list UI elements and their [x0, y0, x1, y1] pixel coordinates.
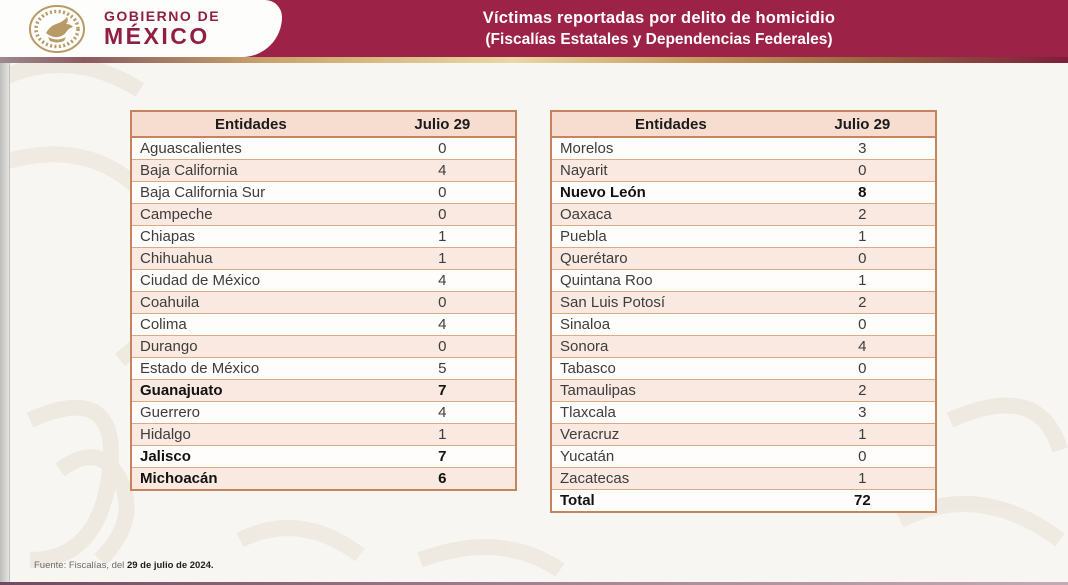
table-row [131, 402, 516, 424]
table-row [551, 336, 936, 358]
table-row [551, 137, 936, 160]
table-row [551, 424, 936, 446]
entity-cell: Tlaxcala [551, 402, 790, 424]
entity-cell: Sonora [551, 336, 790, 358]
value-cell: 3 [790, 137, 936, 160]
entity-cell: Querétaro [551, 248, 790, 270]
value-cell: 1 [790, 270, 936, 292]
table-row [551, 468, 936, 490]
mexico-eagle-seal-icon [18, 4, 96, 54]
entity-cell: Coahuila [131, 292, 370, 314]
entity-cell: Chiapas [131, 226, 370, 248]
value-cell: 2 [790, 292, 936, 314]
table-row [551, 292, 936, 314]
entity-cell: Aguascalientes [131, 137, 370, 160]
value-cell: 1 [790, 226, 936, 248]
table-row [131, 424, 516, 446]
entity-cell: Tamaulipas [551, 380, 790, 402]
page-edge-strip [0, 0, 10, 585]
title-line-2: (Fiscalías Estatales y Dependencias Federales) [485, 30, 833, 48]
value-cell: 72 [790, 490, 936, 513]
table-row [551, 380, 936, 402]
value-cell: 0 [370, 204, 516, 226]
title-line-1: Víctimas reportadas por delito de homicidio [482, 8, 836, 27]
entity-cell: Colima [131, 314, 370, 336]
table-row [551, 402, 936, 424]
entity-cell: San Luis Potosí [551, 292, 790, 314]
logo-wordmark [104, 9, 220, 48]
entity-cell: Morelos [551, 137, 790, 160]
value-cell: 4 [370, 160, 516, 182]
value-cell: 0 [370, 182, 516, 204]
table-row [551, 446, 936, 468]
table-row [131, 468, 516, 491]
value-cell: 4 [370, 314, 516, 336]
table-row [131, 358, 516, 380]
table-entities-right [550, 110, 937, 513]
value-cell: 0 [370, 292, 516, 314]
column-header-date: Julio 29 [370, 111, 516, 137]
value-cell: 0 [790, 446, 936, 468]
table-row [551, 358, 936, 380]
value-cell: 2 [790, 204, 936, 226]
government-logo [0, 0, 282, 57]
entity-cell: Zacatecas [551, 468, 790, 490]
table-header-row [131, 111, 516, 137]
entity-cell: Estado de México [131, 358, 370, 380]
entity-cell: Total [551, 490, 790, 513]
value-cell: 4 [370, 270, 516, 292]
value-cell: 0 [370, 336, 516, 358]
entity-cell: Baja California Sur [131, 182, 370, 204]
table-row [131, 336, 516, 358]
value-cell: 0 [790, 314, 936, 336]
entity-cell: Nuevo León [551, 182, 790, 204]
table-row [131, 314, 516, 336]
logo-line-1: GOBIERNO DE [104, 8, 221, 24]
gold-divider-line [0, 57, 1068, 63]
table-row [131, 446, 516, 468]
value-cell: 1 [370, 424, 516, 446]
table-row [551, 490, 936, 513]
value-cell: 0 [370, 137, 516, 160]
value-cell: 6 [370, 468, 516, 491]
entity-cell: Guerrero [131, 402, 370, 424]
entity-cell: Tabasco [551, 358, 790, 380]
entity-cell: Yucatán [551, 446, 790, 468]
value-cell: 4 [790, 336, 936, 358]
table-row [131, 137, 516, 160]
logo-line-2: MÉXICO [104, 23, 210, 49]
value-cell: 3 [790, 402, 936, 424]
value-cell: 1 [790, 468, 936, 490]
value-cell: 7 [370, 446, 516, 468]
value-cell: 1 [790, 424, 936, 446]
entity-cell: Quintana Roo [551, 270, 790, 292]
entity-cell: Jalisco [131, 446, 370, 468]
value-cell: 4 [370, 402, 516, 424]
table-row [131, 270, 516, 292]
source-date: 29 de julio de 2024. [126, 560, 214, 571]
value-cell: 0 [790, 160, 936, 182]
column-header-entities: Entidades [551, 111, 790, 137]
entity-cell: Oaxaca [551, 204, 790, 226]
table-row [131, 226, 516, 248]
table-row [551, 160, 936, 182]
table-row [131, 160, 516, 182]
table-row [131, 292, 516, 314]
entity-cell: Durango [131, 336, 370, 358]
table-row [131, 204, 516, 226]
value-cell: 1 [370, 248, 516, 270]
value-cell: 1 [370, 226, 516, 248]
entity-cell: Sinaloa [551, 314, 790, 336]
entity-cell: Michoacán [131, 468, 370, 491]
entity-cell: Nayarit [551, 160, 790, 182]
table-row [551, 204, 936, 226]
table-entities-left [130, 110, 517, 491]
source-note [34, 560, 214, 571]
entity-cell: Hidalgo [131, 424, 370, 446]
table-row [551, 248, 936, 270]
entity-cell: Puebla [551, 226, 790, 248]
page-title [265, 0, 1053, 57]
table-row [131, 182, 516, 204]
table-row [551, 270, 936, 292]
entity-cell: Baja California [131, 160, 370, 182]
column-header-entities: Entidades [131, 111, 370, 137]
table-row [551, 314, 936, 336]
entity-cell: Chihuahua [131, 248, 370, 270]
entity-cell: Guanajuato [131, 380, 370, 402]
table-row [131, 248, 516, 270]
source-prefix: Fuente: Fiscalías, del [34, 560, 127, 571]
column-header-date: Julio 29 [790, 111, 936, 137]
value-cell: 7 [370, 380, 516, 402]
table-row [131, 380, 516, 402]
value-cell: 0 [790, 248, 936, 270]
table-header-row [551, 111, 936, 137]
value-cell: 2 [790, 380, 936, 402]
entity-cell: Campeche [131, 204, 370, 226]
entity-cell: Veracruz [551, 424, 790, 446]
value-cell: 8 [790, 182, 936, 204]
table-row [551, 226, 936, 248]
value-cell: 5 [370, 358, 516, 380]
entity-cell: Ciudad de México [131, 270, 370, 292]
value-cell: 0 [790, 358, 936, 380]
table-row [551, 182, 936, 204]
